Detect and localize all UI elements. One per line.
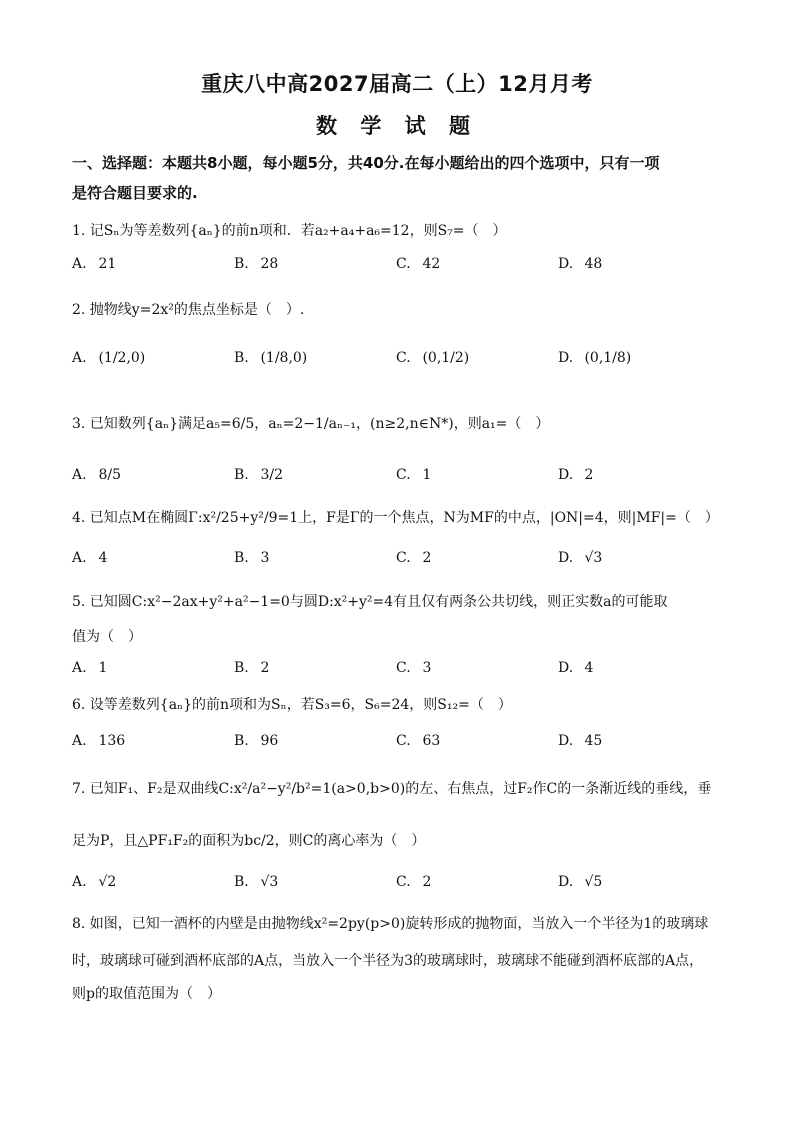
option-d: D. 2 [558,467,594,483]
option-a: A. 21 [72,256,117,272]
question-6-options [72,733,732,757]
question-2-options [72,350,732,374]
option-b: B. √3 [234,874,279,890]
option-a: A. 1 [72,660,108,676]
option-b: B. 28 [234,256,279,272]
section-heading-line1: 一、选择题：本题共8小题，每小题5分，共40分.在每小题给出的四个选项中，只有一项 [72,154,660,172]
option-d: D. √3 [558,550,603,566]
option-c: C. (0,1/2) [396,350,470,366]
option-d: D. 4 [558,660,594,676]
exam-subtitle: 数 学 试 题 [316,114,478,138]
question-8-stem-line3: 则p的取值范围为（ ） [72,986,221,1002]
option-a: A. √2 [72,874,117,890]
question-2-stem: 2. 抛物线y=2x²的焦点坐标是（ ）. [72,302,305,318]
option-d: D. √5 [558,874,603,890]
question-5-stem-line2: 值为（ ） [72,629,142,645]
option-a: A. 4 [72,550,108,566]
exam-title: 重庆八中高2027届高二（上）12月月考 [201,72,593,96]
question-8-stem-line2: 时，玻璃球可碰到酒杯底部的A点，当放入一个半径为3的玻璃球时，玻璃球不能碰到酒杯底部的A点， [72,953,704,969]
option-c: C. 3 [396,660,432,676]
question-8-stem-line1: 8. 如图，已知一酒杯的内壁是由抛物线x²=2py(p>0)旋转形成的抛物面，当放入一个半径为1的玻璃球 [72,916,709,932]
option-a: A. 136 [72,733,126,749]
question-1-stem: 1. 记Sₙ为等差数列{aₙ}的前n项和．若a₂+a₄+a₆=12，则S₇=（ ） [72,223,507,239]
option-b: B. 96 [234,733,279,749]
question-5-options [72,660,732,684]
question-6-stem: 6. 设等差数列{aₙ}的前n项和为Sₙ，若S₃=6，S₆=24，则S₁₂=（ ） [72,697,512,713]
option-c: C. 1 [396,467,432,483]
question-1-options [72,256,732,280]
question-4-options [72,550,732,574]
option-d: D. (0,1/8) [558,350,632,366]
option-c: C. 2 [396,550,432,566]
section-heading-line2: 是符合题目要求的. [72,184,198,202]
option-b: B. 3/2 [234,467,283,483]
question-7-stem-line1: 7. 已知F₁、F₂是双曲线C:x²/a²−y²/b²=1(a>0,b>0)的左、右焦点，过F₂作C的一条渐近线的垂线，垂 [72,781,712,797]
option-c: C. 42 [396,256,441,272]
question-5-stem-line1: 5. 已知圆C:x²−2ax+y²+a²−1=0与圆D:x²+y²=4有且仅有两条公共切线，则正实数a的可能取 [72,594,668,610]
option-c: C. 2 [396,874,432,890]
option-d: D. 48 [558,256,603,272]
question-3-options [72,467,732,491]
question-7-stem-line2: 足为P，且△PF₁F₂的面积为bc/2，则C的离心率为（ ） [72,833,426,849]
option-a: A. (1/2,0) [72,350,146,366]
question-4-stem: 4. 已知点M在椭圆Γ:x²/25+y²/9=1上，F是Γ的一个焦点，N为MF的中点，|ON|=4，则|MF|=（ ） [72,510,719,526]
question-3-stem: 3. 已知数列{aₙ}满足a₅=6/5，aₙ=2−1/aₙ₋₁，(n≥2,n∈N*)，则a₁=（ ） [72,416,550,432]
question-7-options [72,874,732,898]
option-d: D. 45 [558,733,603,749]
option-b: B. 2 [234,660,270,676]
option-b: B. 3 [234,550,270,566]
option-a: A. 8/5 [72,467,121,483]
option-c: C. 63 [396,733,441,749]
option-b: B. (1/8,0) [234,350,308,366]
